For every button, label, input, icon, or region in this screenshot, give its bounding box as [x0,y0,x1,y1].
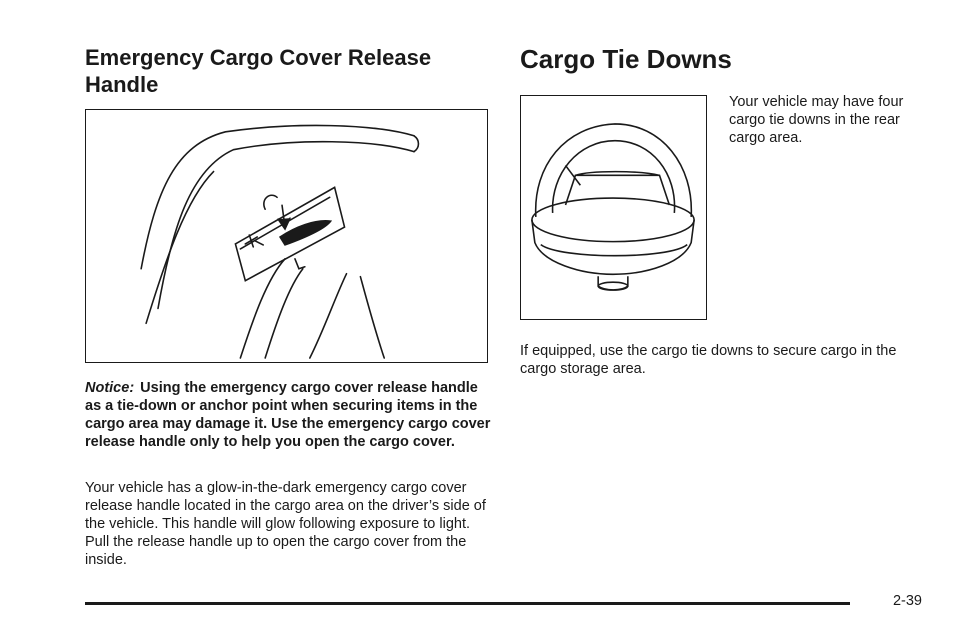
section-heading-tie-downs: Cargo Tie Downs [520,44,732,74]
notice-label: Notice: [85,380,135,396]
tie-down-intro: Your vehicle may have four cargo tie downs in the rear cargo area. [729,94,904,146]
tie-down-illustration [520,95,707,320]
tie-down-drawing [521,96,706,319]
tie-down-paragraph: If equipped, use the cargo tie downs to secure cargo in the cargo storage area. [520,343,897,377]
page-number: 2-39 [892,593,922,609]
notice-paragraph [85,379,495,451]
section-heading-release-handle: Emergency Cargo Cover Release Handle [85,45,432,97]
release-handle-drawing [86,110,487,362]
notice-text: Using the emergency cargo cover release handle as a tie-down or anchor point when securing items in the cargo area may damage it. Use the emergency cargo cover release handle only to help you open the cargo cover. [85,380,491,450]
release-handle-paragraph: Your vehicle has a glow-in-the-dark emergency cargo cover release handle located in the cargo area on the driver’s side of the vehicle. This handle will glow following exposure to light. Pull the release handle up to open the cargo cover from the inside. [85,480,486,568]
release-handle-illustration [85,109,488,363]
footer-rule [85,602,850,605]
